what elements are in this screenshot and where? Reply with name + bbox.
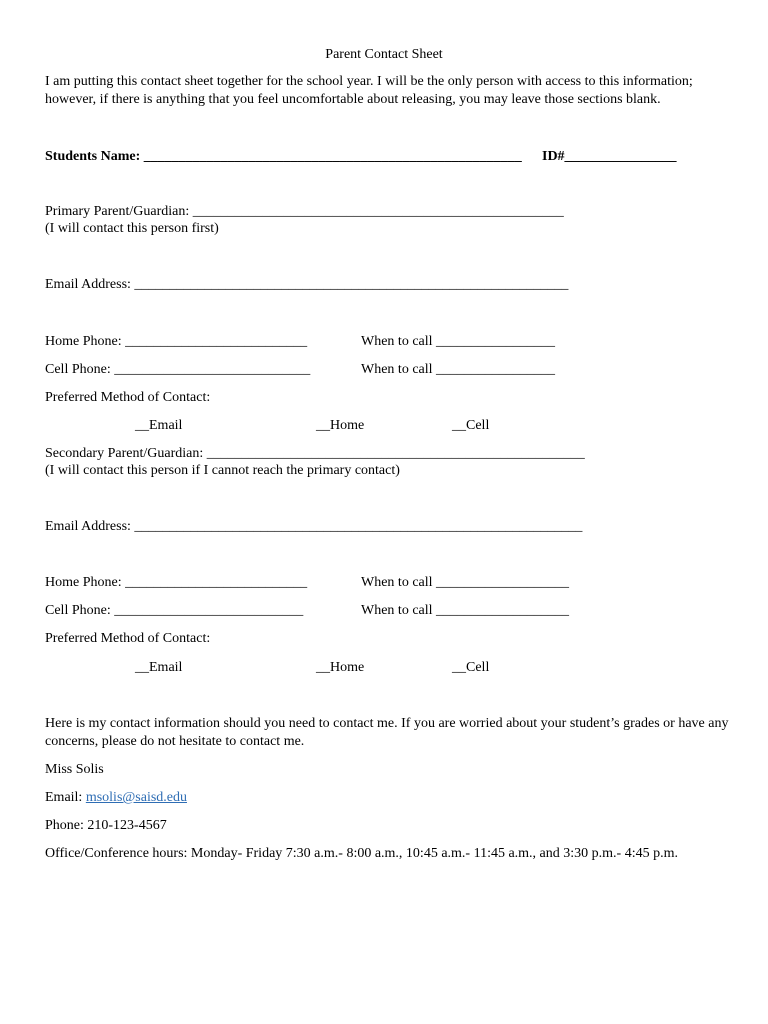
primary-guardian-field[interactable]: Primary Parent/Guardian: _____________________________________________________ xyxy=(45,204,564,219)
secondary-option-email[interactable]: __Email xyxy=(135,660,183,675)
primary-home-phone-field[interactable]: Home Phone: __________________________ xyxy=(45,334,308,349)
teacher-email-label: Email: xyxy=(45,790,86,805)
secondary-preferred-label: Preferred Method of Contact: xyxy=(45,631,211,646)
teacher-message-line-2: concerns, please do not hesitate to contact me. xyxy=(45,734,305,749)
primary-option-cell[interactable]: __Cell xyxy=(452,418,490,433)
secondary-cell-phone-field[interactable]: Cell Phone: ___________________________ xyxy=(45,603,304,618)
teacher-email-line xyxy=(45,789,187,807)
teacher-office-hours: Office/Conference hours: Monday- Friday 7:30 a.m.- 8:00 a.m., 10:45 a.m.- 11:45 a.m., and 3:30 p.m.- 4:45 p.m. xyxy=(45,846,678,861)
secondary-option-cell[interactable]: __Cell xyxy=(452,660,490,675)
secondary-guardian-note: (I will contact this person if I cannot reach the primary contact) xyxy=(45,463,400,478)
page-title: Parent Contact Sheet xyxy=(325,47,443,62)
secondary-guardian-field[interactable]: Secondary Parent/Guardian: ______________________________________________________ xyxy=(45,446,585,461)
primary-option-email[interactable]: __Email xyxy=(135,418,183,433)
student-name-field[interactable]: Students Name: ______________________________________________________ xyxy=(45,149,522,164)
teacher-email-link[interactable]: msolis@saisd.edu xyxy=(85,790,187,805)
teacher-name: Miss Solis xyxy=(45,762,104,777)
primary-option-home[interactable]: __Home xyxy=(316,418,365,433)
teacher-message-line-1: Here is my contact information should you need to contact me. If you are worried about your student’s grades or have any xyxy=(45,716,729,731)
primary-home-when-field[interactable]: When to call _________________ xyxy=(361,334,556,349)
secondary-cell-when-field[interactable]: When to call ___________________ xyxy=(361,603,570,618)
intro-line-1: I am putting this contact sheet together for the school year. I will be the only person with access to this information; xyxy=(45,74,693,89)
intro-line-2: however, if there is anything that you feel uncomfortable about releasing, you may leave those sections blank. xyxy=(45,92,661,107)
primary-cell-when-field[interactable]: When to call _________________ xyxy=(361,362,556,377)
primary-guardian-note: (I will contact this person first) xyxy=(45,221,219,236)
secondary-home-phone-field[interactable]: Home Phone: __________________________ xyxy=(45,575,308,590)
student-id-field[interactable]: ID#________________ xyxy=(542,149,677,164)
primary-email-field[interactable]: Email Address: ______________________________________________________________ xyxy=(45,277,569,292)
primary-cell-phone-field[interactable]: Cell Phone: ____________________________ xyxy=(45,362,311,377)
teacher-phone: Phone: 210-123-4567 xyxy=(45,818,167,833)
secondary-home-when-field[interactable]: When to call ___________________ xyxy=(361,575,570,590)
primary-preferred-label: Preferred Method of Contact: xyxy=(45,390,211,405)
secondary-email-field[interactable]: Email Address: ________________________________________________________________ xyxy=(45,519,583,534)
secondary-option-home[interactable]: __Home xyxy=(316,660,365,675)
